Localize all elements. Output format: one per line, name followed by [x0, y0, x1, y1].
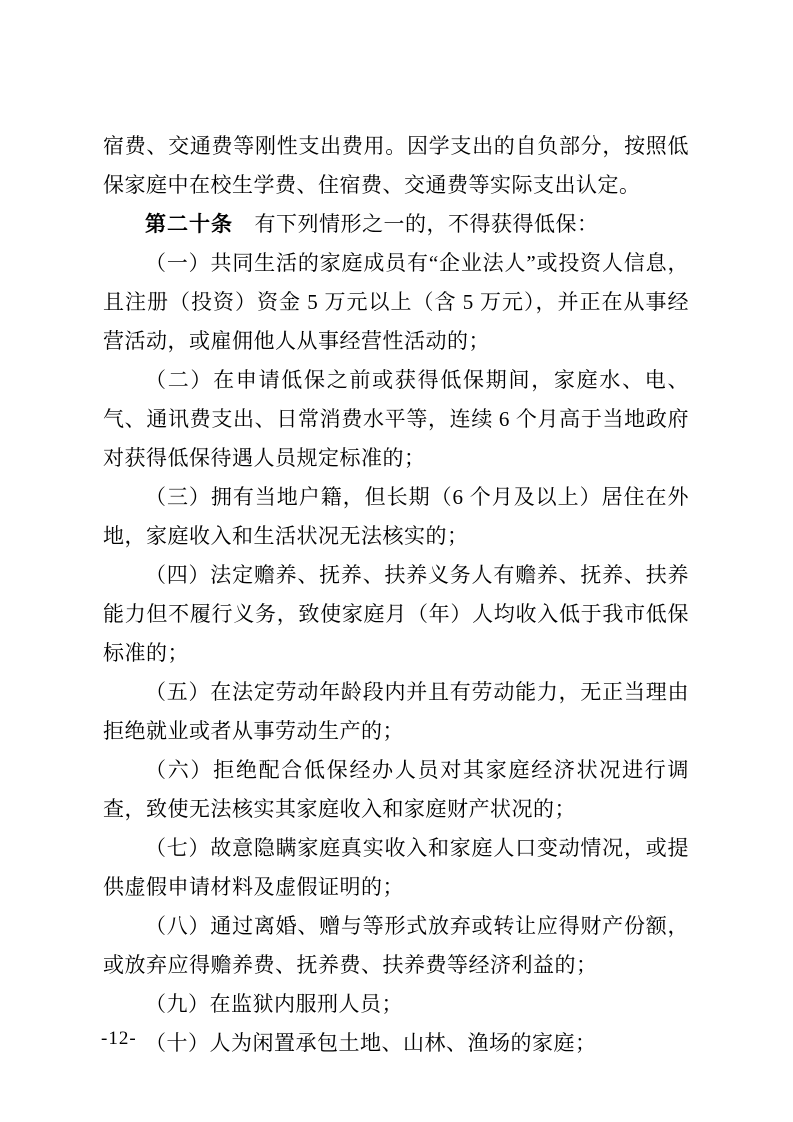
paragraph-continuation: 宿费、交通费等刚性支出费用。因学支出的自负部分，按照低保家庭中在校生学费、住宿费、交通费等实际支出认定。 [103, 134, 689, 197]
list-item-8: （八）通过离婚、赠与等形式放弃或转让应得财产份额，或放弃应得赡养费、抚养费、扶养费等经济利益的； [103, 914, 689, 977]
article-heading-text: 有下列情形之一的，不得获得低保： [233, 212, 599, 236]
list-item-10: （十）人为闲置承包土地、山林、渔场的家庭； [145, 1031, 597, 1055]
list-item-6: （六）拒绝配合低保经办人员对其家庭经济状况进行调查，致使无法核实其家庭收入和家庭财产状况的； [103, 758, 689, 821]
list-item-2: （二）在申请低保之前或获得低保期间，家庭水、电、气、通讯费支出、日常消费水平等，连续 6 个月高于当地政府对获得低保待遇人员规定标准的； [103, 368, 689, 470]
article-number: 第二十条 [145, 213, 233, 236]
list-item-1: （一）共同生活的家庭成员有“企业法人”或投资人信息，且注册（投资）资金 5 万元以上（含 5 万元），并正在从事经营活动，或雇佣他人从事经营性活动的； [103, 251, 689, 353]
list-item-9: （九）在监狱内服刑人员； [145, 992, 403, 1016]
page-number: -12- [101, 1028, 137, 1049]
list-item-5: （五）在法定劳动年龄段内并且有劳动能力，无正当理由拒绝就业或者从事劳动生产的； [103, 680, 689, 743]
document-body [103, 127, 689, 1063]
list-item-7: （七）故意隐瞒家庭真实收入和家庭人口变动情况，或提供虚假申请材料及虚假证明的； [103, 836, 689, 899]
list-item-3: （三）拥有当地户籍，但长期（6 个月及以上）居住在外地，家庭收入和生活状况无法核实的； [103, 485, 689, 548]
list-item-4: （四）法定赡养、抚养、扶养义务人有赡养、抚养、扶养能力但不履行义务，致使家庭月（年）人均收入低于我市低保标准的； [103, 563, 689, 665]
paragraph-article-20 [103, 205, 689, 244]
